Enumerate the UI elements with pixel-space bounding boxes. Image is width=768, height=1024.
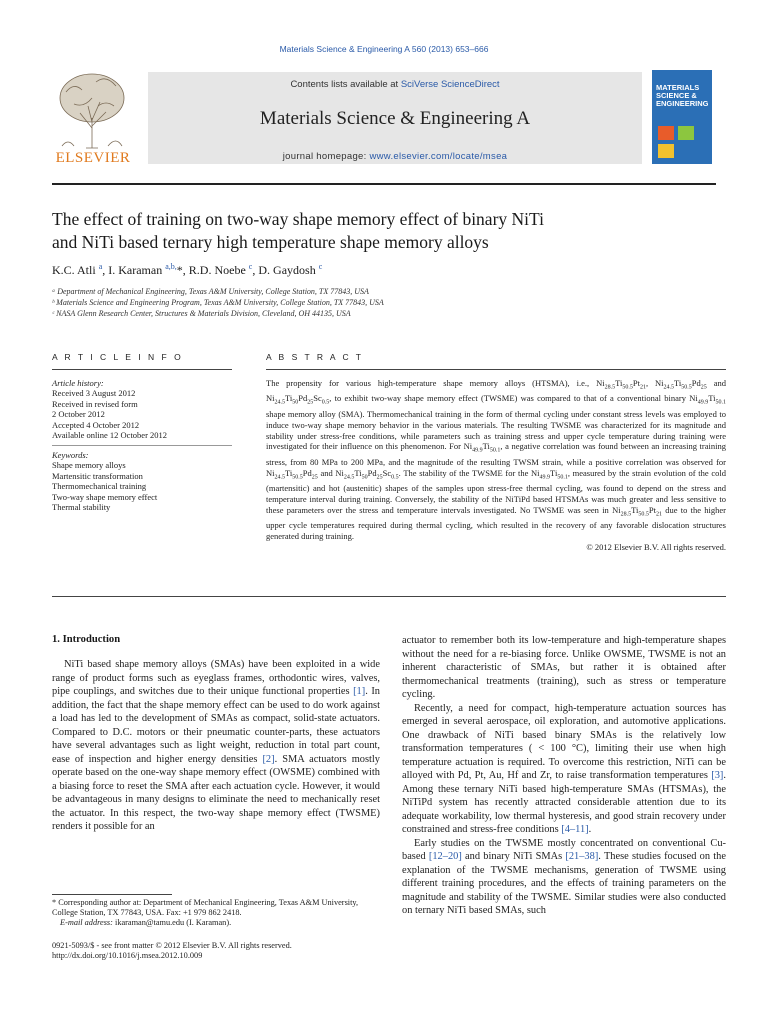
text-run: Recently, a need for compact, high-temperature actuation sources has emerged in several aerospace, oil exploration, and automotive applications. One drawback of NiTi based binary SMAs is the relatively low transformation temperatures ( < 100 °C), limiting their use when high temperature actuation is required. To overcome this restriction, NiTi can be alloyed with Pd, Pt, Au, Hf and Zr, to raise transformation temperatures bbox=[402, 702, 726, 781]
paragraph bbox=[52, 658, 380, 834]
corresponding-author-note: * Corresponding author at: Department of Mechanical Engineering, Texas A&M University, College Station, TX 77843, USA. Fax: +1 979 862 2418. bbox=[52, 898, 359, 917]
citation-link[interactable]: [21–38] bbox=[565, 851, 599, 862]
citation-link[interactable]: [12–20] bbox=[428, 851, 462, 862]
abstract-text-run: Ti bbox=[674, 378, 682, 388]
author-affil-mark[interactable]: a,b, bbox=[165, 262, 177, 271]
author-affil-mark[interactable]: c bbox=[248, 262, 253, 271]
corresponding-mark[interactable]: * bbox=[176, 263, 183, 277]
text-run: Early studies on the TWSME mostly concentrated on conventional Cu-based bbox=[402, 837, 726, 862]
abstract-text-run: Sc bbox=[313, 393, 322, 404]
abstract-text-run: Pt bbox=[648, 504, 656, 515]
abstract-text-run: Pd bbox=[367, 467, 377, 478]
text-run: NiTi based shape memory alloys (SMAs) have been exploited in a wide range of product forms such as eyeglass frames, orthodontic wires, valves, pipe couplings, and switches due to their unique functional properties bbox=[52, 659, 380, 697]
abstract-text-run: Ti bbox=[550, 467, 558, 478]
subscript: 50.5 bbox=[638, 511, 649, 518]
subscript: 28.5 bbox=[604, 384, 616, 391]
abstract-text-run: Pt bbox=[632, 378, 640, 388]
subscript: 21 bbox=[655, 511, 662, 518]
abstract-text-run: Ti bbox=[285, 467, 293, 478]
history-item: 2 October 2012 bbox=[52, 409, 105, 420]
article-history bbox=[52, 378, 232, 440]
subscript: 24.5 bbox=[343, 474, 355, 481]
journal-homepage bbox=[148, 151, 642, 162]
subscript: 21 bbox=[639, 384, 646, 391]
text-run: . SMA actuators mostly operate based on the one-way shape memory effect (OWSME) combined with a biasing force to reset the SMA after each actuation cycle. However, it would be advantageous in many designs to eliminate the need to mechanically reset the actuator. In this respect, the two-way shape memory effect (TWSME) renders it possible for an bbox=[52, 753, 381, 832]
text-run: . These studies focused on the explanation of the TWSME mechanisms, generation of TWSME using different training procedures, and the effects of training parameters on the magnitude and stability of the TWSME. Similar studies were also conducted on ternary NiTi based SMAs, such bbox=[402, 851, 726, 916]
subscript: 28.5 bbox=[620, 511, 632, 518]
keyword: Martensitic transformation bbox=[52, 470, 143, 481]
subscript: 25 bbox=[307, 400, 314, 407]
available-prefix: Contents lists available at bbox=[290, 79, 401, 90]
right-column bbox=[402, 634, 726, 918]
journal-reference[interactable]: Materials Science & Engineering A 560 (2013) 653–666 bbox=[279, 44, 489, 54]
abstract-text-run: , measured by the strain evolution of the cold (martensitic) and hot (austenitic) shapes of the samples upon stress-free thermal cycling, was found to depend on the stress and temperature interval during training. Conversely, the stability of the NiTiPd based HTSMAs was much greater and less sensitive to these parameters over the stress and temperature intervals investigated. No TWSME was seen in Ni bbox=[266, 467, 726, 515]
doi-link[interactable]: http://dx.doi.org/10.1016/j.msea.2012.10.009 bbox=[52, 951, 203, 960]
journal-cover-thumbnail[interactable] bbox=[652, 70, 712, 164]
citation-link[interactable]: [4–11] bbox=[561, 824, 589, 835]
abstract-text-run: due to the higher upper cycle temperatures required during thermal cycling, which resulted in the recovery of any favorable dislocation structures generated during training. bbox=[266, 504, 726, 541]
subscript: 50.1 bbox=[715, 400, 726, 407]
email-label: E-mail address: bbox=[60, 918, 113, 927]
cover-title: MATERIALS SCIENCE & ENGINEERING bbox=[656, 83, 709, 108]
header-divider bbox=[52, 183, 716, 185]
affiliation: ᶜ NASA Glenn Research Center, Structures & Materials Division, Cleveland, OH 44135, USA bbox=[52, 309, 351, 318]
abstract-text-run: Ti bbox=[482, 441, 490, 452]
author-list bbox=[52, 262, 712, 278]
issn-line: 0921-5093/$ - see front matter © 2012 Elsevier B.V. All rights reserved. bbox=[52, 941, 292, 950]
text-run: . bbox=[588, 824, 592, 835]
abstract-text-run: Pd bbox=[691, 378, 701, 388]
keyword: Two-way shape memory effect bbox=[52, 491, 158, 502]
subscript: 25 bbox=[311, 474, 318, 481]
abstract-text-run: , a negative correlation was found between an increasing training stress, from 80 MPa to 200 MPa, and the magnitude of the resulting TWSM strain, while a positive correlation was observed for Ni bbox=[266, 441, 726, 478]
author-name: R.D. Noebe bbox=[188, 263, 246, 277]
elsevier-wordmark: ELSEVIER bbox=[55, 150, 131, 166]
abstract-text-run: and Ni bbox=[266, 378, 726, 404]
issn-doi bbox=[52, 941, 384, 961]
abstract-text-run: Pd bbox=[298, 393, 308, 404]
text-run: . Among these ternary NiTi based high-temperature SMAs (HTSMAs), the NiTiPd system has recently attracted considerable attention due to its adequate workability, low thermal hysteresis, and good strain recovery under constrained and stress-free conditions bbox=[402, 770, 726, 835]
abstract-text-run: Ti bbox=[631, 504, 639, 515]
homepage-link[interactable]: www.elsevier.com/locate/msea bbox=[369, 151, 508, 162]
email-address[interactable]: ikaraman@tamu.edu (I. Karaman). bbox=[112, 918, 232, 927]
abstract-text-run: Ti bbox=[708, 393, 716, 404]
keyword: Thermomechanical training bbox=[52, 481, 147, 492]
affiliation: ᵃ Department of Mechanical Engineering, Texas A&M University, College Station, TX 77843, USA bbox=[52, 287, 369, 296]
abstract-text-run: Ti bbox=[615, 378, 623, 388]
citation-link[interactable]: [2] bbox=[262, 753, 275, 765]
author-name: D. Gaydosh bbox=[258, 263, 316, 277]
journal-title: Materials Science & Engineering A bbox=[259, 108, 531, 129]
subscript: 24.5 bbox=[274, 474, 285, 481]
history-item: Received 3 August 2012 bbox=[52, 388, 136, 399]
keyword: Shape memory alloys bbox=[52, 460, 126, 471]
keywords-label: Keywords: bbox=[52, 450, 89, 460]
paragraph bbox=[402, 837, 726, 918]
abstract-text-run: The propensity for various high-temperature shape memory alloys (HTSMA), i.e., Ni bbox=[266, 378, 605, 388]
article-info-heading: A R T I C L E I N F O bbox=[52, 352, 184, 362]
author-affil-mark[interactable]: c bbox=[318, 262, 323, 271]
section-divider bbox=[266, 369, 726, 370]
abstract-text-run: shape memory alloy (SMA). Thermomechanical training in the form of thermal cycling under constant stress levels was employed to induce two-way shape memory behavior in the various materials. The resulting TWSME was characterized for its magnitude and stability under stress-free conditions, while parameters such as training stress and upper cycle temperature during training were investigated for their influence on this phenomenon. For Ni bbox=[266, 408, 726, 452]
abstract-text-run: Sc bbox=[382, 467, 392, 478]
cover-graphic bbox=[678, 126, 694, 140]
sciencedirect-link[interactable]: SciVerse ScienceDirect bbox=[400, 79, 500, 90]
cover-graphic bbox=[658, 126, 674, 140]
subscript: 50 bbox=[292, 400, 299, 407]
abstract-text bbox=[266, 378, 726, 542]
author-separator: , bbox=[182, 263, 189, 277]
subscript: 24.5 bbox=[274, 400, 285, 407]
subscript: 50.5 bbox=[622, 384, 633, 391]
abstract-heading: A B S T R A C T bbox=[266, 352, 364, 362]
subscript: 50.5 bbox=[681, 384, 692, 391]
abstract-body bbox=[266, 378, 726, 553]
paragraph: actuator to remember both its low-temperature and high-temperature shapes without the need for a re-biasing force. Unlike OWSME, TWSME is not an inherent characteristic of SMAs, but rather it is obtained after thermomechanical treatments (training), such as stress or temperature cycling. bbox=[402, 635, 726, 700]
subscript: 49.9 bbox=[539, 474, 551, 481]
abstract-text-run: . The stability of the TWSME for the Ni bbox=[398, 467, 540, 478]
copyright-notice: © 2012 Elsevier B.V. All rights reserved. bbox=[586, 541, 726, 552]
subscript: 50.1 bbox=[489, 448, 501, 455]
info-divider bbox=[52, 445, 232, 446]
author-name: I. Karaman bbox=[108, 263, 163, 277]
affiliation: ᵇ Materials Science and Engineering Program, Texas A&M University, College Station, TX 77843, USA bbox=[52, 298, 384, 307]
abstract-text-run: , to exhibit two-way shape memory effect (TWSME) was compared to that of a conventional binary Ni bbox=[329, 393, 698, 404]
subscript: 24.5 bbox=[663, 384, 675, 391]
abstract-text-run: Ti bbox=[285, 393, 293, 404]
subscript: 49.9 bbox=[697, 400, 709, 407]
subscript: 0.5 bbox=[391, 474, 399, 481]
history-item: Received in revised form bbox=[52, 398, 138, 409]
email-note bbox=[52, 918, 384, 928]
author-separator: , bbox=[252, 263, 259, 277]
abstract-text-run: , Ni bbox=[645, 378, 664, 388]
article-title bbox=[52, 208, 712, 254]
title-line: and NiTi based ternary high temperature shape memory alloys bbox=[52, 232, 489, 252]
subscript: 0.5 bbox=[321, 400, 330, 407]
history-item: Accepted 4 October 2012 bbox=[52, 419, 140, 430]
history-item: Available online 12 October 2012 bbox=[52, 430, 168, 441]
keyword: Thermal stability bbox=[52, 502, 111, 513]
subscript: 49.9 bbox=[472, 448, 483, 455]
cover-graphic bbox=[658, 144, 674, 158]
history-label: Article history: bbox=[52, 378, 104, 388]
footnote bbox=[52, 898, 384, 928]
abstract-bottom-divider bbox=[52, 596, 726, 597]
text-run: . In addition, the fact that the shape memory effect can be used to do work against a load has led to the development of SMAs as compact, solid-state actuators. Compared to D.C. motors or their pneumatic counter-parts, these actuators have several advantages such as light weight, reduction in total part count, ease of inspection and higher energy densities bbox=[52, 686, 381, 765]
text-run: and binary NiTi SMAs bbox=[461, 851, 566, 862]
subscript: 50.1 bbox=[557, 474, 568, 481]
author-affil-mark[interactable]: a bbox=[98, 262, 103, 271]
abstract-text-run: and Ni bbox=[317, 467, 344, 478]
citation-link[interactable]: [1] bbox=[353, 686, 366, 697]
title-line: The effect of training on two-way shape memory effect of binary NiTi bbox=[52, 209, 544, 229]
footnote-divider bbox=[52, 894, 172, 895]
citation-link[interactable]: [3] bbox=[711, 770, 724, 781]
author-name: K.C. Atli bbox=[52, 263, 96, 277]
section-divider bbox=[52, 369, 232, 370]
subscript: 50.5 bbox=[292, 474, 303, 481]
subscript: 25 bbox=[700, 384, 707, 391]
abstract-text-run: Ti bbox=[354, 467, 362, 478]
paragraph bbox=[402, 702, 726, 837]
author-separator: , bbox=[102, 263, 109, 277]
left-column bbox=[52, 658, 380, 834]
homepage-prefix: journal homepage: bbox=[282, 151, 370, 162]
keywords bbox=[52, 450, 232, 512]
subscript: 25 bbox=[376, 474, 383, 481]
contents-available bbox=[148, 79, 642, 90]
subscript: 50 bbox=[361, 474, 368, 481]
introduction-heading: 1. Introduction bbox=[52, 634, 121, 645]
abstract-text-run: Pd bbox=[302, 467, 312, 478]
